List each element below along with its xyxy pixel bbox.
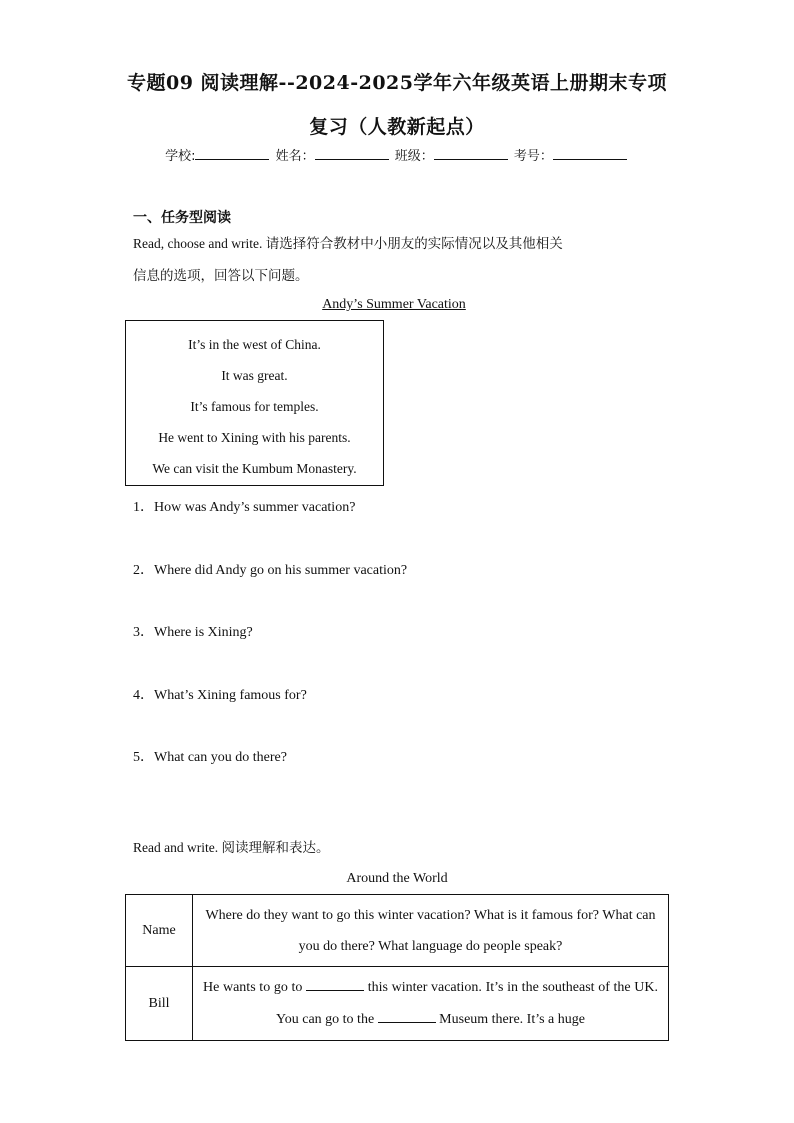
question-2: 2．Where did Andy go on his summer vacation? — [133, 563, 408, 578]
option-item: He went to Xining with his parents. — [158, 430, 351, 445]
options-box — [125, 320, 384, 486]
option-item: It’s in the west of China. — [188, 337, 321, 352]
section-2-instruction — [133, 832, 673, 864]
passage-title: Andy’s Summer Vacation — [322, 297, 466, 312]
option-item: It was great. — [221, 368, 288, 383]
row-text-part-2: this winter vacation. It’s in the southeast of the UK. You can go to the — [276, 979, 658, 1027]
around-the-world-table — [125, 894, 669, 1041]
exam-no-label: 考号： — [513, 149, 553, 164]
row-text-part-1: He wants to go to — [203, 979, 303, 995]
header-name-cell: Name — [126, 895, 193, 967]
student-info-line — [0, 145, 794, 164]
header-question-cell: Where do they want to go this winter vacation? What is it famous for? What can you do there? What language do people speak? — [193, 895, 669, 967]
row-name-cell: Bill — [126, 967, 193, 1041]
school-label: 学校: — [165, 149, 196, 164]
instruction-cn-2: 信息的选项，回答以下问题。 — [133, 268, 309, 284]
question-1: 1．How was Andy’s summer vacation? — [133, 500, 356, 515]
document-title-line-2: 复习（人教新起点） — [309, 116, 485, 138]
exam-no-blank[interactable] — [553, 147, 627, 160]
fill-blank-2[interactable] — [378, 1010, 436, 1023]
instruction-cn-2b: 阅读理解和表达。 — [221, 840, 330, 856]
section-1-heading: 一、任务型阅读 — [133, 210, 231, 226]
name-blank[interactable] — [315, 147, 389, 160]
question-5: 5．What can you do there? — [133, 750, 287, 765]
name-label: 姓名： — [275, 149, 315, 164]
row-text-part-3: Museum there. It’s a huge — [439, 1011, 585, 1027]
document-title-line-1: 专题09 阅读理解--2024-2025学年六年级英语上册期末专项 — [127, 72, 667, 94]
section-1-instruction — [133, 228, 673, 292]
instruction-cn-1: 请选择符合教材中小朋友的实际情况以及其他相关 — [265, 236, 563, 252]
school-blank[interactable] — [195, 147, 269, 160]
table-header-row — [126, 895, 669, 967]
fill-blank-1[interactable] — [306, 978, 364, 991]
row-text-cell — [193, 967, 669, 1041]
table-title: Around the World — [346, 871, 448, 886]
option-item: It’s famous for temples. — [190, 399, 319, 414]
question-3: 3．Where is Xining? — [133, 625, 253, 640]
class-label: 班级： — [394, 149, 434, 164]
option-item: We can visit the Kumbum Monastery. — [152, 461, 357, 476]
instruction-en-2: Read and write. — [133, 840, 219, 855]
table-row — [126, 967, 669, 1041]
question-4: 4．What’s Xining famous for? — [133, 688, 307, 703]
class-blank[interactable] — [434, 147, 508, 160]
instruction-en: Read, choose and write. — [133, 236, 263, 251]
